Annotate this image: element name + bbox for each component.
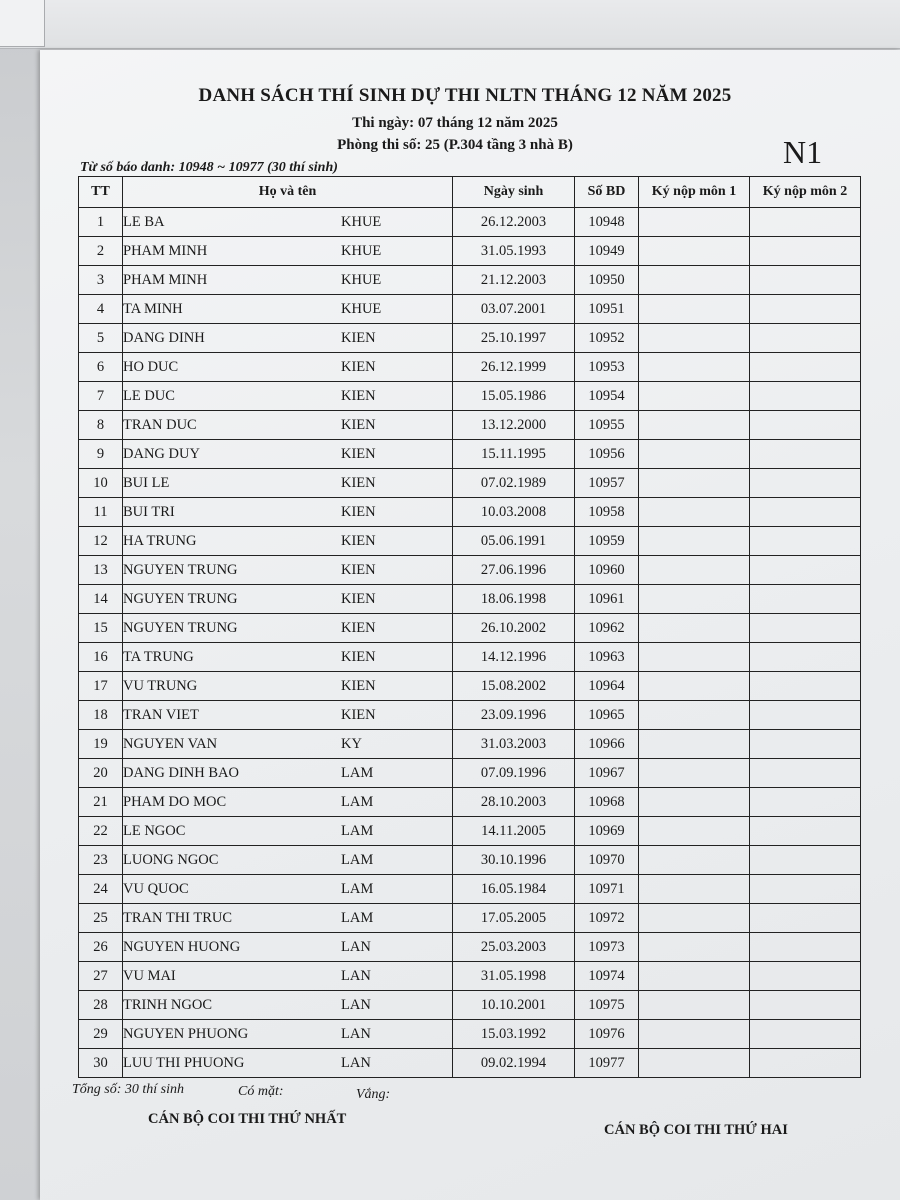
- sign-cell-1[interactable]: [639, 440, 750, 469]
- table-row: [79, 933, 861, 962]
- col-header-name: Họ và tên: [123, 177, 453, 208]
- sign-cell-1[interactable]: [639, 788, 750, 817]
- date-of-birth: 30.10.1996: [453, 846, 575, 875]
- table-row: [79, 440, 861, 469]
- family-name: NGUYEN TRUNG: [123, 590, 238, 607]
- family-name: BUI LE: [123, 474, 170, 491]
- candidate-name-cell: [123, 1049, 453, 1078]
- given-name: LAM: [341, 764, 374, 781]
- absent-label: Vắng:: [356, 1087, 391, 1102]
- row-number: 10: [79, 469, 123, 498]
- candidate-name-cell: [123, 962, 453, 991]
- candidate-name-cell: [123, 614, 453, 643]
- sign-cell-1[interactable]: [639, 846, 750, 875]
- candidate-number: 10950: [575, 266, 639, 295]
- family-name: HO DUC: [123, 358, 179, 375]
- family-name: NGUYEN TRUNG: [123, 619, 238, 636]
- row-number: 26: [79, 933, 123, 962]
- sign-cell-2[interactable]: [750, 643, 861, 672]
- row-number: 12: [79, 527, 123, 556]
- document-title: DANH SÁCH THÍ SINH DỰ THI NLTN THÁNG 12 NĂM 2025: [198, 85, 732, 106]
- candidate-name-cell: [123, 237, 453, 266]
- sign-cell-1[interactable]: [639, 991, 750, 1020]
- family-name: NGUYEN PHUONG: [123, 1025, 249, 1042]
- date-of-birth: 03.07.2001: [453, 295, 575, 324]
- candidate-name-cell: [123, 440, 453, 469]
- sign-cell-1[interactable]: [639, 643, 750, 672]
- table-row: [79, 875, 861, 904]
- sign-cell-2[interactable]: [750, 962, 861, 991]
- candidate-name-cell: [123, 469, 453, 498]
- row-number: 17: [79, 672, 123, 701]
- row-number: 30: [79, 1049, 123, 1078]
- present-label: Có mặt:: [238, 1084, 284, 1099]
- date-of-birth: 31.05.1993: [453, 237, 575, 266]
- top-sheet-edge: [0, 0, 900, 49]
- sign-cell-2[interactable]: [750, 382, 861, 411]
- given-name: KIEN: [341, 416, 376, 433]
- sign-cell-2[interactable]: [750, 933, 861, 962]
- family-name: NGUYEN HUONG: [123, 938, 241, 955]
- sign-cell-1[interactable]: [639, 527, 750, 556]
- date-of-birth: 31.05.1998: [453, 962, 575, 991]
- date-of-birth: 26.10.2002: [453, 614, 575, 643]
- date-of-birth: 15.08.2002: [453, 672, 575, 701]
- given-name: KIEN: [341, 532, 376, 549]
- row-number: 2: [79, 237, 123, 266]
- candidate-name-cell: [123, 933, 453, 962]
- sign-cell-2[interactable]: [750, 556, 861, 585]
- given-name: KHUE: [341, 242, 382, 259]
- candidate-name-cell: [123, 382, 453, 411]
- candidate-number: 10970: [575, 846, 639, 875]
- table-row: [79, 295, 861, 324]
- candidate-name-cell: [123, 759, 453, 788]
- candidate-name-cell: [123, 527, 453, 556]
- family-name: VU TRUNG: [123, 677, 198, 694]
- row-number: 6: [79, 353, 123, 382]
- sign-cell-1[interactable]: [639, 208, 750, 237]
- family-name: HA TRUNG: [123, 532, 197, 549]
- family-name: TA TRUNG: [123, 648, 194, 665]
- candidate-name-cell: [123, 411, 453, 440]
- sign-cell-2[interactable]: [750, 585, 861, 614]
- date-of-birth: 18.06.1998: [453, 585, 575, 614]
- candidate-number: 10956: [575, 440, 639, 469]
- col-header-sbd: Số BD: [575, 177, 639, 208]
- sign-cell-1[interactable]: [639, 1049, 750, 1078]
- sign-cell-1[interactable]: [639, 556, 750, 585]
- table-row: [79, 556, 861, 585]
- family-name: DANG DINH: [123, 329, 205, 346]
- sign-cell-2[interactable]: [750, 759, 861, 788]
- sign-cell-1[interactable]: [639, 759, 750, 788]
- date-of-birth: 15.11.1995: [453, 440, 575, 469]
- row-number: 4: [79, 295, 123, 324]
- candidate-number: 10969: [575, 817, 639, 846]
- row-number: 19: [79, 730, 123, 759]
- row-number: 15: [79, 614, 123, 643]
- date-of-birth: 23.09.1996: [453, 701, 575, 730]
- candidate-number: 10975: [575, 991, 639, 1020]
- table-row: [79, 991, 861, 1020]
- family-name: TA MINH: [123, 300, 183, 317]
- sign-cell-2[interactable]: [750, 411, 861, 440]
- candidate-number: 10962: [575, 614, 639, 643]
- table-row: [79, 788, 861, 817]
- date-of-birth: 26.12.2003: [453, 208, 575, 237]
- candidate-number: 10961: [575, 585, 639, 614]
- family-name: PHAM DO MOC: [123, 793, 227, 810]
- row-number: 8: [79, 411, 123, 440]
- proctor-1-label: CÁN BỘ COI THI THỨ NHẤT: [148, 1111, 347, 1127]
- table-row: [79, 643, 861, 672]
- candidate-number: 10971: [575, 875, 639, 904]
- table-header-row: [79, 177, 861, 208]
- date-of-birth: 27.06.1996: [453, 556, 575, 585]
- candidate-number: 10957: [575, 469, 639, 498]
- candidate-number: 10949: [575, 237, 639, 266]
- sign-cell-2[interactable]: [750, 266, 861, 295]
- given-name: LAM: [341, 909, 374, 926]
- row-number: 22: [79, 817, 123, 846]
- candidate-number: 10952: [575, 324, 639, 353]
- candidate-number: 10964: [575, 672, 639, 701]
- family-name: TRAN THI TRUC: [123, 909, 233, 926]
- given-name: LAN: [341, 1054, 371, 1071]
- row-number: 9: [79, 440, 123, 469]
- candidate-number: 10965: [575, 701, 639, 730]
- row-number: 27: [79, 962, 123, 991]
- table-row: [79, 904, 861, 933]
- candidate-number: 10960: [575, 556, 639, 585]
- given-name: KIEN: [341, 590, 376, 607]
- row-number: 28: [79, 991, 123, 1020]
- family-name: VU MAI: [123, 967, 176, 984]
- row-number: 25: [79, 904, 123, 933]
- table-row: [79, 759, 861, 788]
- candidate-number: 10953: [575, 353, 639, 382]
- given-name: KIEN: [341, 677, 376, 694]
- row-number: 16: [79, 643, 123, 672]
- family-name: LE BA: [123, 213, 165, 230]
- exam-date: Thi ngày: 07 tháng 12 năm 2025: [352, 115, 558, 131]
- sign-cell-2[interactable]: [750, 904, 861, 933]
- family-name: PHAM MINH: [123, 242, 208, 259]
- given-name: KHUE: [341, 271, 382, 288]
- family-name: TRAN DUC: [123, 416, 197, 433]
- sign-cell-2[interactable]: [750, 237, 861, 266]
- table-row: [79, 237, 861, 266]
- candidate-name-cell: [123, 556, 453, 585]
- sign-cell-2[interactable]: [750, 469, 861, 498]
- row-number: 21: [79, 788, 123, 817]
- given-name: KIEN: [341, 387, 376, 404]
- date-of-birth: 21.12.2003: [453, 266, 575, 295]
- sign-cell-2[interactable]: [750, 672, 861, 701]
- row-number: 1: [79, 208, 123, 237]
- row-number: 18: [79, 701, 123, 730]
- given-name: KHUE: [341, 213, 382, 230]
- date-of-birth: 15.03.1992: [453, 1020, 575, 1049]
- sign-cell-1[interactable]: [639, 585, 750, 614]
- candidate-number: 10958: [575, 498, 639, 527]
- candidate-name-cell: [123, 1020, 453, 1049]
- row-number: 29: [79, 1020, 123, 1049]
- sign-cell-2[interactable]: [750, 846, 861, 875]
- candidate-number: 10973: [575, 933, 639, 962]
- sign-cell-1[interactable]: [639, 817, 750, 846]
- given-name: KIEN: [341, 329, 376, 346]
- table-body: [79, 208, 861, 1078]
- date-of-birth: 13.12.2000: [453, 411, 575, 440]
- given-name: LAN: [341, 1025, 371, 1042]
- table-row: [79, 469, 861, 498]
- sheet-code: N1: [783, 134, 823, 170]
- candidate-name-cell: [123, 817, 453, 846]
- col-header-dob: Ngày sinh: [453, 177, 575, 208]
- candidate-range: Từ số báo danh: 10948 ~ 10977 (30 thí sinh): [80, 160, 338, 175]
- given-name: KIEN: [341, 706, 376, 723]
- given-name: KIEN: [341, 561, 376, 578]
- given-name: LAM: [341, 880, 374, 897]
- given-name: KHUE: [341, 300, 382, 317]
- family-name: LUONG NGOC: [123, 851, 219, 868]
- sign-cell-1[interactable]: [639, 382, 750, 411]
- candidate-number: 10954: [575, 382, 639, 411]
- table-row: [79, 382, 861, 411]
- sign-cell-2[interactable]: [750, 440, 861, 469]
- sign-cell-2[interactable]: [750, 353, 861, 382]
- sign-cell-1[interactable]: [639, 237, 750, 266]
- row-number: 3: [79, 266, 123, 295]
- given-name: LAN: [341, 938, 371, 955]
- sign-cell-2[interactable]: [750, 875, 861, 904]
- sign-cell-1[interactable]: [639, 353, 750, 382]
- family-name: NGUYEN VAN: [123, 735, 218, 752]
- candidate-number: 10951: [575, 295, 639, 324]
- candidate-name-cell: [123, 498, 453, 527]
- given-name: KIEN: [341, 648, 376, 665]
- candidate-name-cell: [123, 266, 453, 295]
- table-row: [79, 1049, 861, 1078]
- sign-cell-2[interactable]: [750, 991, 861, 1020]
- candidate-name-cell: [123, 701, 453, 730]
- table-row: [79, 962, 861, 991]
- sign-cell-1[interactable]: [639, 933, 750, 962]
- row-number: 11: [79, 498, 123, 527]
- candidate-name-cell: [123, 875, 453, 904]
- table-row: [79, 846, 861, 875]
- row-number: 24: [79, 875, 123, 904]
- sign-cell-1[interactable]: [639, 469, 750, 498]
- candidate-name-cell: [123, 643, 453, 672]
- table-row: [79, 614, 861, 643]
- sign-cell-1[interactable]: [639, 266, 750, 295]
- given-name: KIEN: [341, 445, 376, 462]
- candidate-number: 10959: [575, 527, 639, 556]
- row-number: 13: [79, 556, 123, 585]
- candidate-name-cell: [123, 324, 453, 353]
- date-of-birth: 16.05.1984: [453, 875, 575, 904]
- sign-cell-1[interactable]: [639, 411, 750, 440]
- given-name: KIEN: [341, 474, 376, 491]
- date-of-birth: 07.09.1996: [453, 759, 575, 788]
- date-of-birth: 10.10.2001: [453, 991, 575, 1020]
- table-row: [79, 353, 861, 382]
- candidate-number: 10968: [575, 788, 639, 817]
- candidate-number: 10963: [575, 643, 639, 672]
- candidate-name-cell: [123, 730, 453, 759]
- candidate-name-cell: [123, 353, 453, 382]
- sign-cell-2[interactable]: [750, 1049, 861, 1078]
- sign-cell-1[interactable]: [639, 701, 750, 730]
- candidate-number: 10974: [575, 962, 639, 991]
- date-of-birth: 26.12.1999: [453, 353, 575, 382]
- sign-cell-2[interactable]: [750, 614, 861, 643]
- given-name: KIEN: [341, 503, 376, 520]
- candidate-name-cell: [123, 991, 453, 1020]
- sign-cell-2[interactable]: [750, 730, 861, 759]
- candidate-name-cell: [123, 904, 453, 933]
- exam-room: Phòng thi số: 25 (P.304 tầng 3 nhà B): [337, 137, 573, 153]
- top-sheet-tab: [0, 0, 45, 47]
- sign-cell-1[interactable]: [639, 962, 750, 991]
- total-count: Tổng số: 30 thí sinh: [72, 1082, 185, 1097]
- date-of-birth: 31.03.2003: [453, 730, 575, 759]
- given-name: LAM: [341, 851, 374, 868]
- row-number: 14: [79, 585, 123, 614]
- table-row: [79, 498, 861, 527]
- sign-cell-1[interactable]: [639, 904, 750, 933]
- sign-cell-2[interactable]: [750, 817, 861, 846]
- candidate-number: 10966: [575, 730, 639, 759]
- sign-cell-1[interactable]: [639, 498, 750, 527]
- sign-cell-2[interactable]: [750, 701, 861, 730]
- sign-cell-2[interactable]: [750, 324, 861, 353]
- candidate-number: 10955: [575, 411, 639, 440]
- date-of-birth: 25.03.2003: [453, 933, 575, 962]
- table-row: [79, 817, 861, 846]
- sign-cell-2[interactable]: [750, 1020, 861, 1049]
- col-header-sign-1: Ký nộp môn 1: [639, 177, 750, 208]
- sign-cell-1[interactable]: [639, 614, 750, 643]
- candidate-number: 10976: [575, 1020, 639, 1049]
- sign-cell-1[interactable]: [639, 672, 750, 701]
- candidate-number: 10967: [575, 759, 639, 788]
- table-row: [79, 208, 861, 237]
- sign-cell-2[interactable]: [750, 788, 861, 817]
- table-row: [79, 324, 861, 353]
- table-row: [79, 266, 861, 295]
- table-row: [79, 1020, 861, 1049]
- candidate-name-cell: [123, 585, 453, 614]
- family-name: TRAN VIET: [123, 706, 199, 723]
- candidate-name-cell: [123, 672, 453, 701]
- col-header-sign-2: Ký nộp môn 2: [750, 177, 861, 208]
- given-name: KIEN: [341, 619, 376, 636]
- date-of-birth: 14.12.1996: [453, 643, 575, 672]
- candidate-number: 10977: [575, 1049, 639, 1078]
- table-row: [79, 672, 861, 701]
- col-header-tt: TT: [79, 177, 123, 208]
- given-name: LAM: [341, 793, 374, 810]
- date-of-birth: 14.11.2005: [453, 817, 575, 846]
- candidate-number: 10948: [575, 208, 639, 237]
- date-of-birth: 15.05.1986: [453, 382, 575, 411]
- family-name: PHAM MINH: [123, 271, 208, 288]
- date-of-birth: 10.03.2008: [453, 498, 575, 527]
- table-row: [79, 411, 861, 440]
- family-name: LE DUC: [123, 387, 175, 404]
- family-name: LUU THI PHUONG: [123, 1054, 245, 1071]
- row-number: 23: [79, 846, 123, 875]
- sign-cell-1[interactable]: [639, 730, 750, 759]
- table-row: [79, 585, 861, 614]
- row-number: 5: [79, 324, 123, 353]
- date-of-birth: 07.02.1989: [453, 469, 575, 498]
- given-name: LAN: [341, 967, 371, 984]
- table-row: [79, 527, 861, 556]
- sign-cell-1[interactable]: [639, 875, 750, 904]
- candidate-name-cell: [123, 208, 453, 237]
- proctor-2-label: CÁN BỘ COI THI THỨ HAI: [604, 1122, 788, 1138]
- given-name: KY: [341, 735, 362, 752]
- given-name: KIEN: [341, 358, 376, 375]
- family-name: NGUYEN TRUNG: [123, 561, 238, 578]
- date-of-birth: 05.06.1991: [453, 527, 575, 556]
- sign-cell-2[interactable]: [750, 498, 861, 527]
- candidate-table: [78, 176, 861, 1078]
- table-row: [79, 701, 861, 730]
- candidate-number: 10972: [575, 904, 639, 933]
- candidate-name-cell: [123, 295, 453, 324]
- family-name: TRINH NGOC: [123, 996, 213, 1013]
- family-name: VU QUOC: [123, 880, 189, 897]
- row-number: 7: [79, 382, 123, 411]
- family-name: BUI TRI: [123, 503, 175, 520]
- sign-cell-2[interactable]: [750, 527, 861, 556]
- row-number: 20: [79, 759, 123, 788]
- family-name: DANG DUY: [123, 445, 200, 462]
- sign-cell-2[interactable]: [750, 295, 861, 324]
- family-name: DANG DINH BAO: [123, 764, 239, 781]
- sign-cell-1[interactable]: [639, 1020, 750, 1049]
- date-of-birth: 25.10.1997: [453, 324, 575, 353]
- candidate-name-cell: [123, 788, 453, 817]
- date-of-birth: 09.02.1994: [453, 1049, 575, 1078]
- table-row: [79, 730, 861, 759]
- sign-cell-1[interactable]: [639, 324, 750, 353]
- date-of-birth: 17.05.2005: [453, 904, 575, 933]
- sign-cell-1[interactable]: [639, 295, 750, 324]
- given-name: LAM: [341, 822, 374, 839]
- family-name: LE NGOC: [123, 822, 186, 839]
- sign-cell-2[interactable]: [750, 208, 861, 237]
- candidate-name-cell: [123, 846, 453, 875]
- given-name: LAN: [341, 996, 371, 1013]
- date-of-birth: 28.10.2003: [453, 788, 575, 817]
